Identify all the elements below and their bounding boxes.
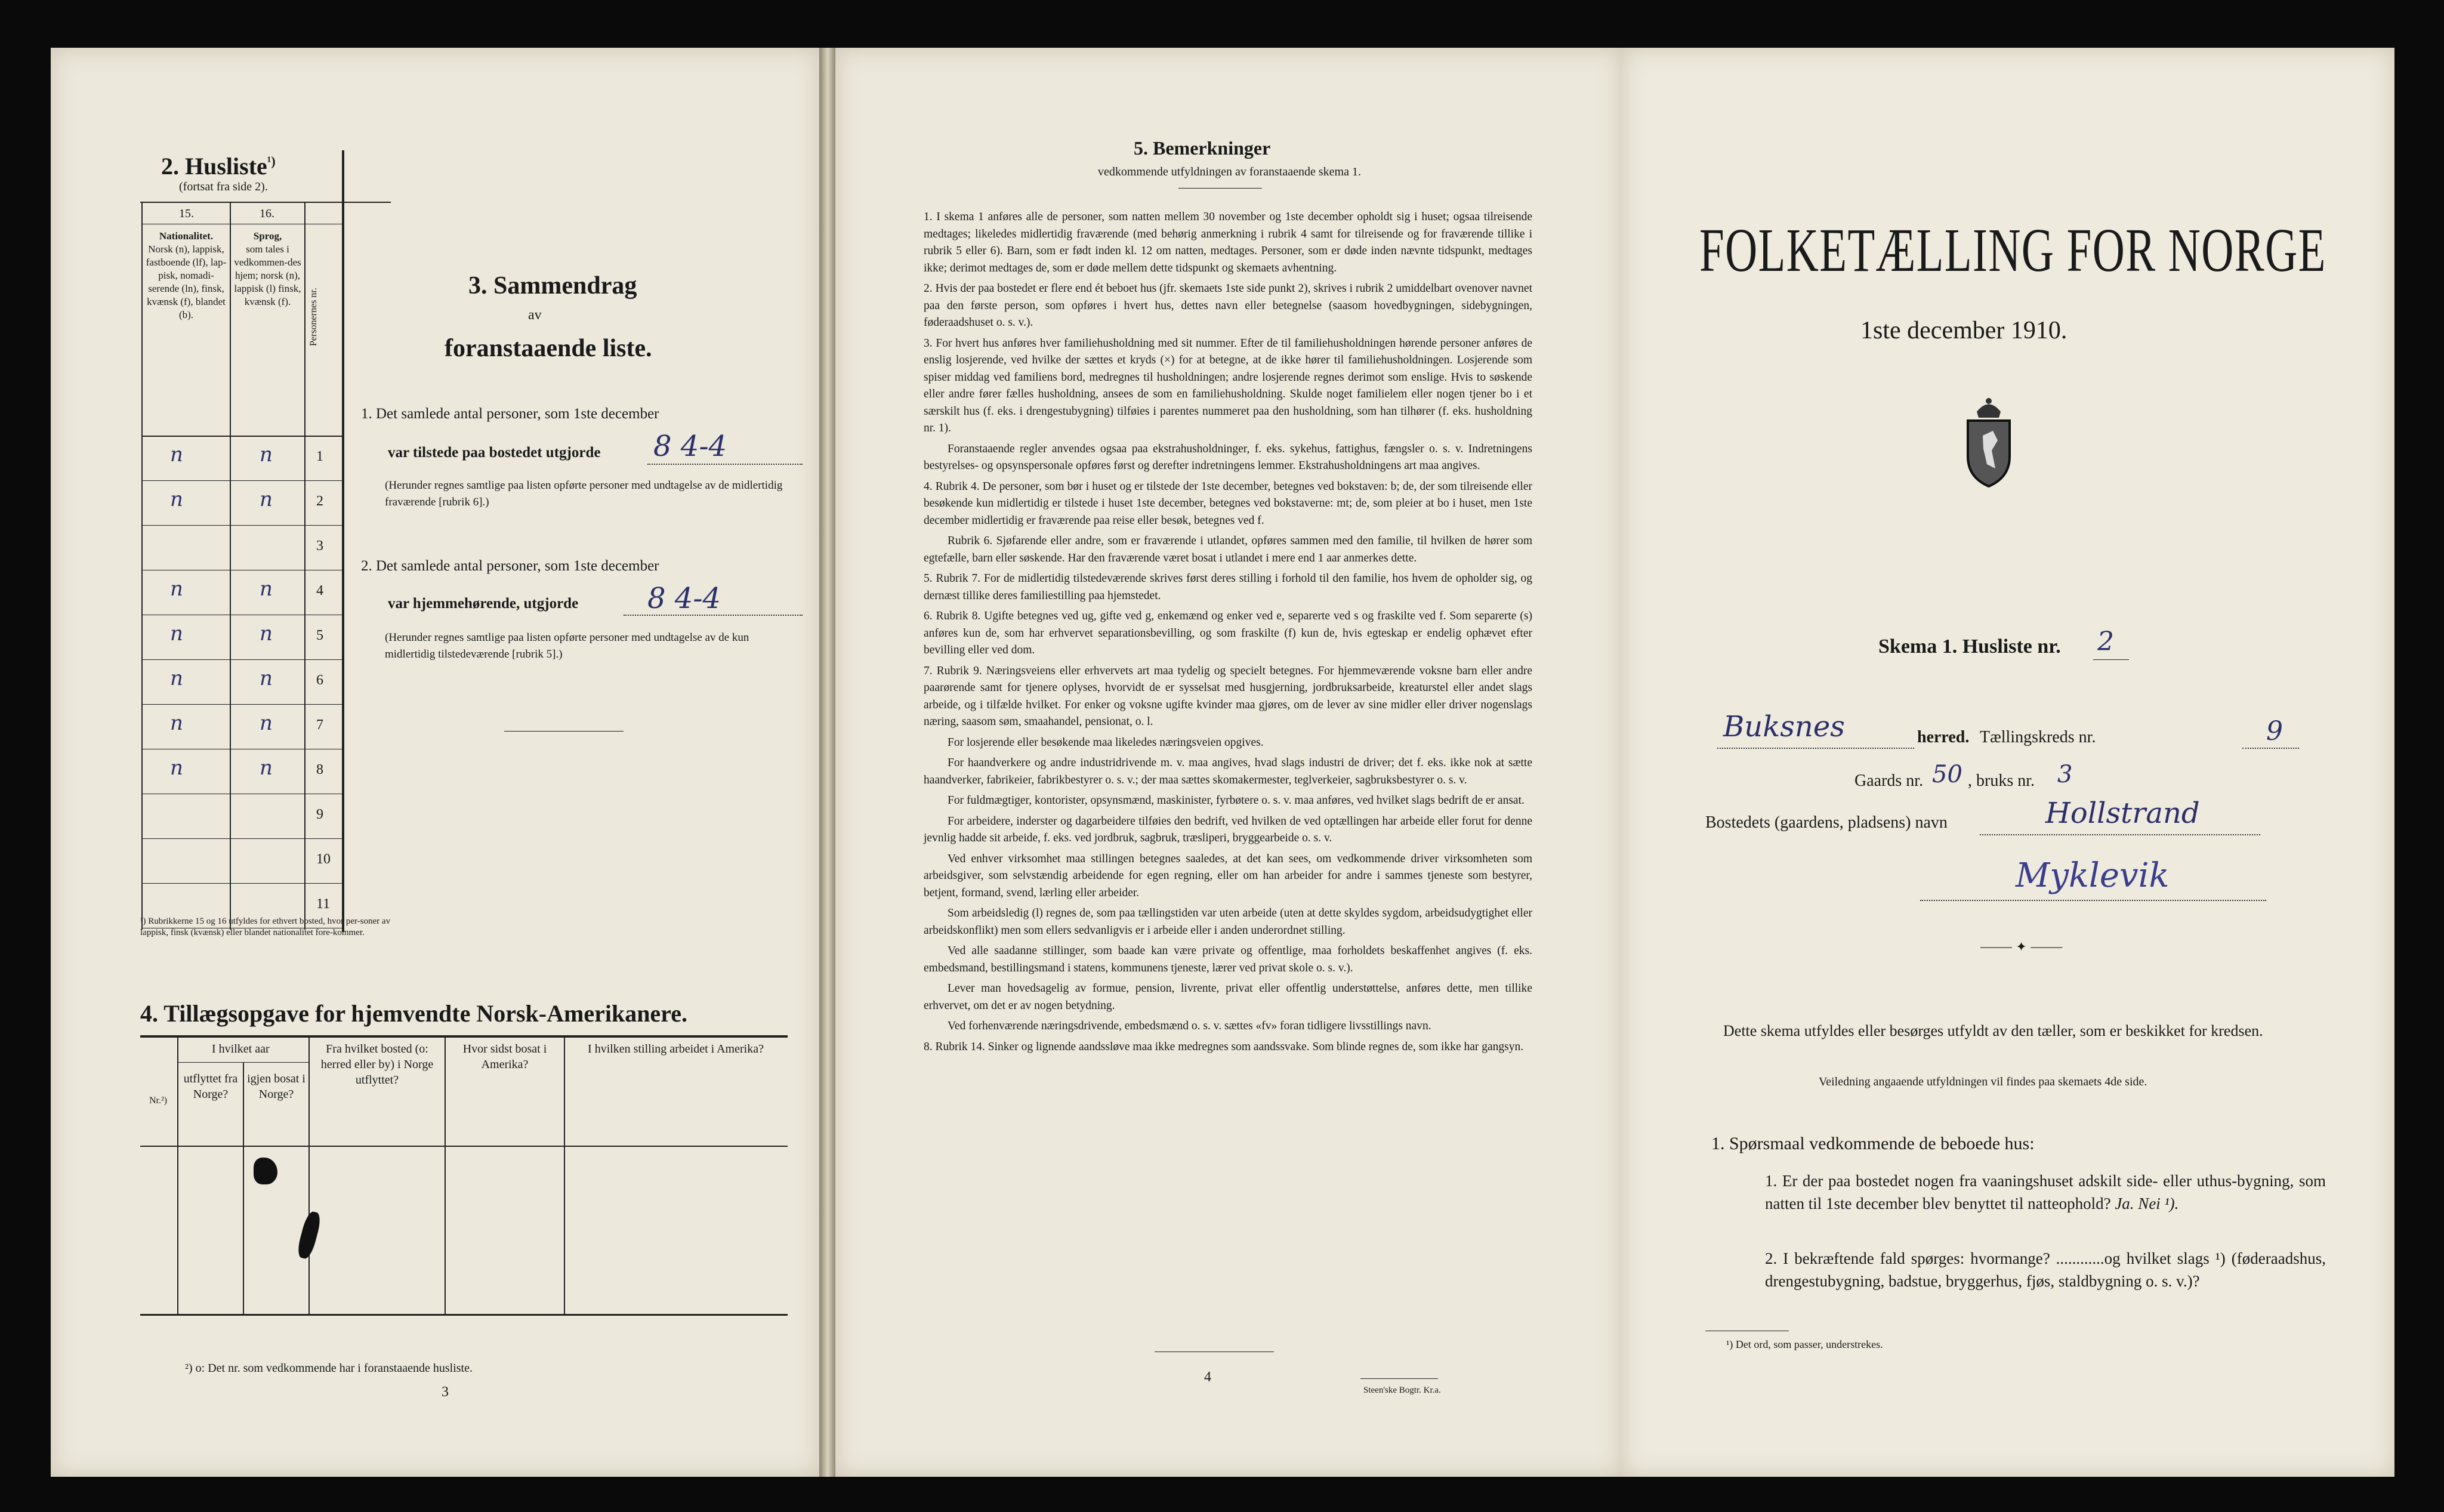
tillaeg-title: 4. Tillægsopgave for hjemvendte Norsk-Amerikanere. [140, 1000, 687, 1027]
handwritten-entry: n [170, 577, 183, 601]
bemerkning-paragraph: 3. For hvert hus anføres hver familiehusholdning med sit nummer. Efter de til familiehusholdningen hørende personer anføres de enslig losjerende, ved hvilke der sættes et kryds (×) for at betegne, at de ikke hører til familiehusholdningen. Losjerende som spiser middag ved familiens bord, medregnes til husholdningen; andre losjerende regnes derimot som enslige. Hvis to søskende eller andre fører fælles husholdning, ansees de som en familiehusholdning. Skulde noget familielem eller nogen tjener bo i et særskilt hus (f. eks. i drengestubygning) tilføies i parentes nummeret paa den husholdning, som han tilhører (f. eks. husholdning nr. 1). [924, 337, 1532, 434]
bemerkning-paragraph: For losjerende eller besøkende maa likeledes næringsveien opgives. [948, 736, 1264, 749]
sammendrag-title: 3. Sammendrag [468, 272, 637, 300]
ink-blot [254, 1158, 277, 1184]
handwritten-entry: n [260, 487, 273, 511]
q1-1-answer: Ja. Nei ¹). [2115, 1195, 2179, 1212]
nationalitet-header: Nationalitet. Norsk (n), lappisk, fastboende (lf), lap-pisk, nomadi-serende (ln), finsk, kvænsk (f), blandet (b). [146, 230, 227, 320]
handwritten-entry: n [170, 622, 183, 646]
item1-value: 8 4-4 [653, 430, 727, 463]
skema-label: Skema 1. Husliste nr. [1878, 635, 2061, 658]
handwritten-entry: n [260, 711, 273, 735]
bruks-label: , bruks nr. [1968, 772, 2035, 790]
row-divider [141, 883, 342, 884]
item2-note: (Herunder regnes samtlige paa listen opførte personer med undtagelse av de kun midlertidig tilstedeværende [rubrik 5].) [385, 631, 749, 661]
folketaelling-title: FOLKETÆLLING FOR NORGE [1699, 216, 2326, 285]
t-stilling-header: I hvilken stilling arbeidet i Amerika? [588, 1042, 764, 1056]
page-right [1622, 48, 2394, 1477]
handwritten-entry: n [260, 756, 273, 780]
bemerkning-paragraph: Ved forhenværende næringsdrivende, embedsmænd o. s. v. sættes «fv» foran tidligere livsstillings navn. [948, 1020, 1431, 1032]
page-number-4: 4 [1204, 1369, 1211, 1385]
footnote-husliste: ¹) Rubrikkerne 15 og 16 utfyldes for ethvert bosted, hvor per-soner av lappisk, finsk (kvænsk) eller blandet nationalitet fore-kommer. [140, 917, 391, 937]
t-utflyttet-header: utflyttet fra Norge? [183, 1072, 238, 1101]
bemerkning-paragraph: Lever man hovedsagelig av formue, pension, livrente, privat eller offentlig understøttelse, anføres dette, men tillike erhvervet, om det er av nogen betydning. [924, 982, 1532, 1012]
handwritten-entry: n [260, 443, 273, 467]
kreds-label: Tællingskreds nr. [1980, 728, 2096, 746]
husliste-right-border [342, 150, 344, 932]
handwritten-entry: n [170, 487, 183, 511]
bemerkning-paragraph: Som arbeidsledig (l) regnes de, som paa tællingstiden var uten arbeide (uten at dette skyldes sygdom, arbeidsudygtighet eller arbeidskonflikt) men som ellers sedvanligvis er i arbeide eller i anden underordnet stilling. [924, 907, 1532, 937]
t-nr-header: Nr.²) [149, 1096, 168, 1106]
page-left [51, 48, 819, 1477]
col15-header: 15. [179, 207, 194, 220]
coat-of-arms-icon [1956, 394, 2022, 489]
row-divider [141, 659, 342, 660]
bemerkning-paragraph: Foranstaaende regler anvendes ogsaa paa ekstrahusholdninger, f. eks. sykehus, fattighus, fængsler o. s. v. Indretningens bestyrelses- og opsynspersonale opføres først og derefter indretningens lemmer. Ekstrahusholdningens art maa angives. [924, 442, 1532, 472]
handwritten-entry: n [170, 666, 183, 690]
handwritten-entry: n [170, 711, 183, 735]
personernes-nr-header: Personernes nr. [308, 288, 319, 346]
bemerkning-paragraph: 8. Rubrik 14. Sinker og lignende aandssløve maa ikke medregnes som aandssvake. Som blinde regnes de, som ikke har gangsyn. [924, 1040, 1524, 1053]
herred-value: Buksnes [1723, 710, 1845, 743]
row-divider [141, 525, 342, 526]
row-divider [141, 838, 342, 839]
row-number: 10 [316, 851, 331, 867]
bemerkning-paragraph: 7. Rubrik 9. Næringsveiens eller erhvervets art maa tydelig og specielt betegnes. For hjemmeværende voksne barn eller andre paarørende samt for tjenere oplyses, hvorvidt de er sysselsat med husgjerning, jordbruksarbeide, kreaturstel eller andet slags arbeide, og i tilfælde hvilket. For enker og voksne ugifte kvinder maa gjøres, om de lever av sine midler eller driver nogenslags næring, saasom søm, smaahandel, pensionat, o. l. [924, 664, 1532, 728]
row-number: 4 [316, 583, 323, 598]
sammendrag-av: av [528, 307, 542, 323]
handwritten-entry: n [260, 577, 273, 601]
bosted-value-1: Hollstrand [2045, 797, 2200, 830]
bemerkning-paragraph: For haandverkere og andre industridrivende m. v. maa angives, hvad slags industri de driver; det f. eks. ikke nok at sætte haandverker, fabrikeier, fabrikbestyrer o. s. v.; der maa sættes skomakermester, teglverkeier, sagbruksbestyrer o. s. v. [924, 757, 1532, 786]
husliste-subtitle: (fortsat fra side 2). [179, 180, 268, 193]
bemerkning-paragraph: Ved alle saadanne stillinger, som baade kan være private og offentlige, maa forholdets beskaffenhet angives (f. eks. embedsmand, bestillingsmand i statens, kommunens tjeneste, lærer ved privat skole o. s. v.). [924, 945, 1532, 974]
bemerkning-paragraph: 2. Hvis der paa bostedet er flere end ét beboet hus (jfr. skemaets 1ste side punkt 2), skrives i rubrik 2 umiddelbart ovenover navnet paa den første person, som opføres i hvert hus, dettes navn eller betegnelse (saasom hovedbygningen, sidebygningen, føderaadshuset o. s. v.). [924, 282, 1532, 329]
bruks-value: 3 [2057, 761, 2073, 788]
row-number: 7 [316, 717, 323, 733]
bemerkning-paragraph: 1. I skema 1 anføres alle de personer, som natten mellem 30 november og 1ste december opholdt sig i huset; ogsaa tilreisende medtages; likeledes midlertidig fraværende (med behørig anmerkning i rubrik 4 samt for tilreisende og for fraværende tillike i rubrik 5 eller 6). Barn, som er født inden kl. 12 om natten, medtages. Personer, som er døde inden nævnte tidspunkt, medtages ikke; derimot medtages de, som er døde mellem dette tidspunkt og skemaets avhentning. [924, 211, 1532, 274]
gaards-label: Gaards nr. [1854, 772, 1924, 790]
info-note: Veiledning angaaende utfyldningen vil findes paa skemaets 4de side. [1819, 1075, 2147, 1088]
herred-label: herred. [1917, 728, 1970, 746]
bemerkninger-title: 5. Bemerkninger [1134, 137, 1271, 159]
q1-1-text: 1. Er der paa bostedet nogen fra vaaningshuset adskilt side- eller uthus-bygning, som natten til 1ste december blev benyttet til natteophold? Ja. Nei ¹). [1765, 1172, 2326, 1212]
census-date: 1ste december 1910. [1860, 317, 2067, 344]
row-number: 9 [316, 807, 323, 822]
bosted-value-2: Myklevik [2016, 856, 2170, 895]
row-number: 11 [316, 896, 331, 912]
gaards-value: 50 [1932, 761, 1962, 788]
bemerkninger-subtitle: vedkommende utfyldningen av foranstaaende skema 1. [1098, 165, 1361, 178]
row-number: 6 [316, 672, 323, 688]
page-middle [835, 48, 1622, 1477]
handwritten-entry: n [260, 666, 273, 690]
col16-header: 16. [260, 207, 274, 220]
footnote-tillaeg: ²) o: Det nr. som vedkommende har i foranstaaende husliste. [185, 1362, 473, 1375]
row-number: 8 [316, 762, 323, 777]
kreds-value: 9 [2266, 716, 2283, 746]
bemerkning-paragraph: For fuldmægtiger, kontorister, opsynsmænd, maskinister, fyrbøtere o. s. v. maa anføres, ved hvilket slags bedrift de er ansat. [948, 794, 1525, 807]
book-spine [819, 48, 836, 1477]
page-number-3: 3 [442, 1384, 449, 1400]
husliste-title: 2. Husliste$^{^1)}$ [161, 153, 276, 180]
t-hvor-sidst-header: Hvor sidst bosat i Amerika? [462, 1042, 547, 1071]
sammendrag-subtitle: foranstaaende liste. [445, 335, 652, 362]
husliste-nr-value: 2 [2097, 627, 2114, 657]
printer-mark: Steen'ske Bogtr. Kr.a. [1363, 1386, 1441, 1395]
bemerkning-paragraph: For arbeidere, inderster og dagarbeidere tilføies den bedrift, ved hvilken de ved optællingen har arbeide eller forut for denne jevnlig hadde sit arbeide, f. eks. ved jordbruk, sagbruk, træsliperi, bryggearbeide o. s. v. [924, 814, 1532, 844]
item1-label: var tilstede paa bostedet utgjorde [388, 445, 601, 461]
row-number: 5 [316, 628, 323, 643]
handwritten-entry: n [170, 443, 183, 467]
bosted-label: Bostedets (gaardens, pladsens) navn [1705, 813, 1948, 832]
bemerkning-paragraph: Rubrik 6. Sjøfarende eller andre, som er fraværende i utlandet, opføres sammen med den familie, til hvilken de hører som egtefælle, barn eller søskende. Har den fraværende været bosat i utlandet i mere end 1 aar anmerkes dette. [924, 535, 1532, 564]
bemerkning-paragraph: Ved enhver virksomhet maa stillingen betegnes saaledes, at det kan sees, om vedkommende driver virksomheten som arbeidsgiver, som selvstændig arbeidende for egen regning, eller om han arbeider for andre i sammes tjeneste som bestyrer, betjent, formand, svend, lærling eller arbeider. [924, 852, 1532, 899]
item1-text: 1. Det samlede antal personer, som 1ste december [361, 406, 659, 422]
row-divider [141, 480, 342, 481]
footnote-right: ¹) Det ord, som passer, understrekes. [1726, 1338, 1883, 1350]
ink-blot [295, 1210, 323, 1260]
sprog-header: Sprog, som tales i vedkommen-des hjem; norsk (n), lappisk (l) finsk, kvænsk (f). [234, 230, 301, 307]
bemerkninger-text [924, 209, 1532, 1059]
t-igjen-header: igjen bosat i Norge? [247, 1072, 306, 1101]
row-number: 2 [316, 493, 323, 509]
item2-value: 8 4-4 [647, 582, 721, 615]
item1-note: (Herunder regnes samtlige paa listen opførte personer med undtagelse av de midlertidig fraværende [rubrik 6].) [385, 479, 783, 508]
info-text: Dette skema utfyldes eller besørges utfyldt av den tæller, som er beskikket for kredsen. [1723, 1022, 2263, 1039]
bemerkning-paragraph: 5. Rubrik 7. For de midlertidig tilstedeværende skrives først deres stilling i forhold til den familie, hos hvem de opholder sig, og dernæst tillike deres familiestilling paa hjemstedet. [924, 572, 1532, 602]
handwritten-entry: n [170, 756, 183, 780]
q1-2-text: 2. I bekræftende fald spørges: hvormange? ............og hvilket slags ¹) (føderaadshus, drengestubygning, badstue, bryggerhus, fjøs, staldbygning o. s. v.)? [1765, 1249, 2326, 1290]
row-number: 1 [316, 449, 323, 464]
q1-heading: 1. Spørsmaal vedkommende de beboede hus: [1711, 1134, 2035, 1153]
bemerkning-paragraph: 4. Rubrik 4. De personer, som bør i huset og er tilstede der 1ste december, betegnes ved bokstaven: b; de, der som tilreisende eller besøkende kun midlertidig er tilstede i huset 1ste december, betegnes ved bokstaverne: mt; de, som pleier at bo i huset, men 1ste december midlertidig er fraværende paa reise eller besøk, betegnes ved f. [924, 480, 1532, 527]
item2-text: 2. Det samlede antal personer, som 1ste december [361, 558, 659, 574]
row-divider [141, 704, 342, 705]
handwritten-entry: n [260, 622, 273, 646]
row-number: 3 [316, 538, 323, 554]
t-hvilket-aar-header: I hvilket aar [212, 1042, 270, 1056]
item2-label: var hjemmehørende, utgjorde [388, 595, 579, 612]
ornament: ⸻ ✦ ⸻ [1980, 939, 2063, 954]
t-fra-hvilket-header: Fra hvilket bosted (o: herred eller by) i Norge utflyttet? [320, 1042, 434, 1087]
bemerkning-paragraph: 6. Rubrik 8. Ugifte betegnes ved ug, gifte ved g, enkemænd og enker ved e, separerte ved s og fraskilte ved f. Som separerte (s) anføres kun de, som har erhvervet separationsbevilling, og som fraskilte (f) kun de, hvis egteskap er endelig ophævet efter bevilling eller ved dom. [924, 610, 1532, 656]
